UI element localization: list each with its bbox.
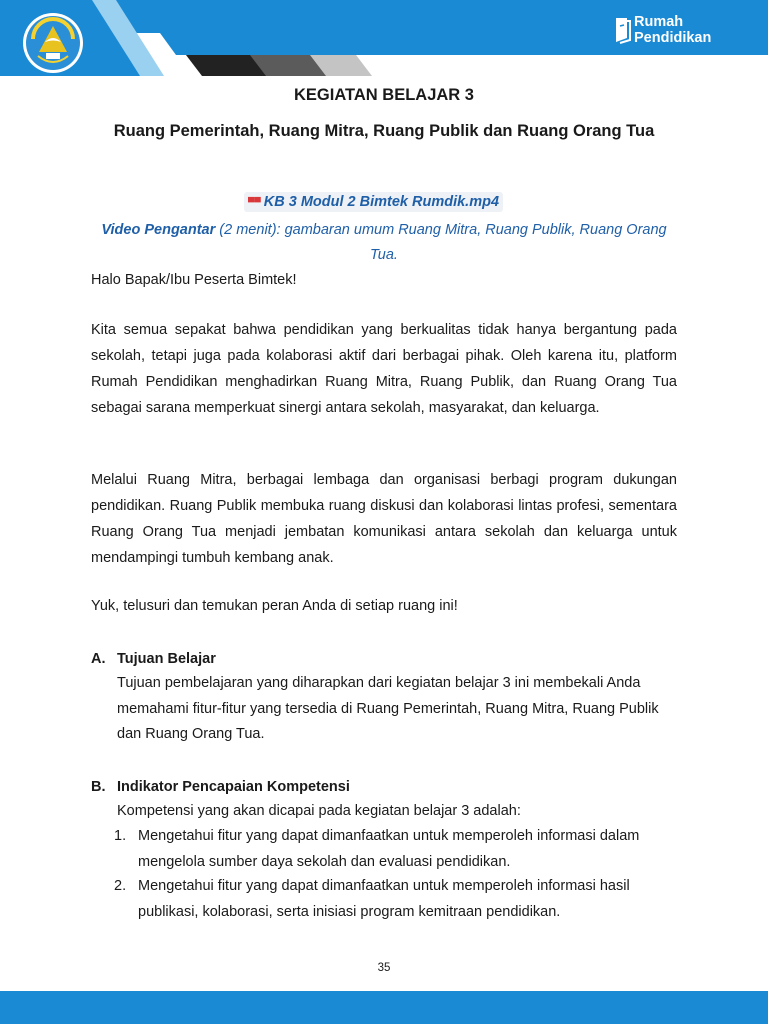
video-file-link[interactable] <box>244 192 503 212</box>
section-letter: B. <box>91 779 106 795</box>
page-title: KEGIATAN BELAJAR 3 <box>294 86 474 104</box>
list-number: 2. <box>114 878 127 894</box>
video-file-label: KB 3 Modul 2 Bimtek Rumdik.mp4 <box>263 194 500 210</box>
brand-line-2: Pendidikan <box>634 30 712 46</box>
section-b-intro: Kompetensi yang akan dicapai pada kegiatan belajar 3 adalah: <box>117 803 521 819</box>
body-paragraph: Yuk, telusuri dan temukan peran Anda di setiap ruang ini! <box>91 598 458 614</box>
greeting-text: Halo Bapak/Ibu Peserta Bimtek! <box>91 272 297 288</box>
list-item <box>114 824 677 875</box>
tut-wuri-handayani-logo <box>22 12 84 74</box>
section-a-body: Tujuan pembelajaran yang diharapkan dari kegiatan belajar 3 ini membekali Anda memahami fitur-fitur yang tersedia di Ruang Pemerintah, Ruang Mitra, Ruang Publik dan Ruang Orang Tua. <box>117 675 659 742</box>
list-number: 1. <box>114 828 127 844</box>
page-header <box>0 0 768 78</box>
section-letter: A. <box>91 651 106 667</box>
body-paragraph: Kita semua sepakat bahwa pendidikan yang berkualitas tidak hanya bergantung pada sekolah, tetapi juga pada kolaborasi aktif dari berbagai pihak. Oleh karena itu, platform Rumah Pendidikan menghadirkan Ruang Mitra, Ruang Publik, dan Ruang Orang Tua sebagai sarana memperkuat sinergi antara sekolah, masyarakat, dan keluarga. <box>91 322 677 416</box>
list-item <box>114 874 677 925</box>
section-title: Indikator Pencapaian Kompetensi <box>117 779 350 795</box>
rumah-pendidikan-brand <box>614 14 754 48</box>
page-number: 35 <box>377 962 391 974</box>
list-text: Mengetahui fitur yang dapat dimanfaatkan untuk memperoleh informasi hasil publikasi, kolaborasi, serta inisiasi program kemitraan pendidikan. <box>138 878 630 920</box>
video-description-text: (2 menit): gambaran umum Ruang Mitra, Ruang Publik, Ruang Orang Tua. <box>215 222 667 263</box>
video-description <box>100 218 668 267</box>
section-b-heading <box>91 777 350 797</box>
video-description-lead: Video Pengantar <box>101 222 216 238</box>
body-paragraph: Melalui Ruang Mitra, berbagai lembaga dan organisasi berbagi program dukungan pendidikan. Ruang Publik membuka ruang diskusi dan kolaborasi lintas profesi, sementara Ruang Orang Tua menjadi jembatan komunikasi antara sekolah dan keluarga untuk mendampingi tumbuh kembang anak. <box>91 472 677 566</box>
video-file-icon: ▀▀ <box>248 197 261 208</box>
section-a-heading <box>91 649 216 669</box>
page-footer-bar <box>0 991 768 1024</box>
page-subtitle: Ruang Pemerintah, Ruang Mitra, Ruang Publik dan Ruang Orang Tua <box>113 122 655 140</box>
list-text: Mengetahui fitur yang dapat dimanfaatkan untuk memperoleh informasi dalam mengelola sumber daya sekolah dan evaluasi pendidikan. <box>138 828 640 870</box>
section-title: Tujuan Belajar <box>117 651 216 667</box>
brand-line-1: Rumah <box>634 14 684 30</box>
